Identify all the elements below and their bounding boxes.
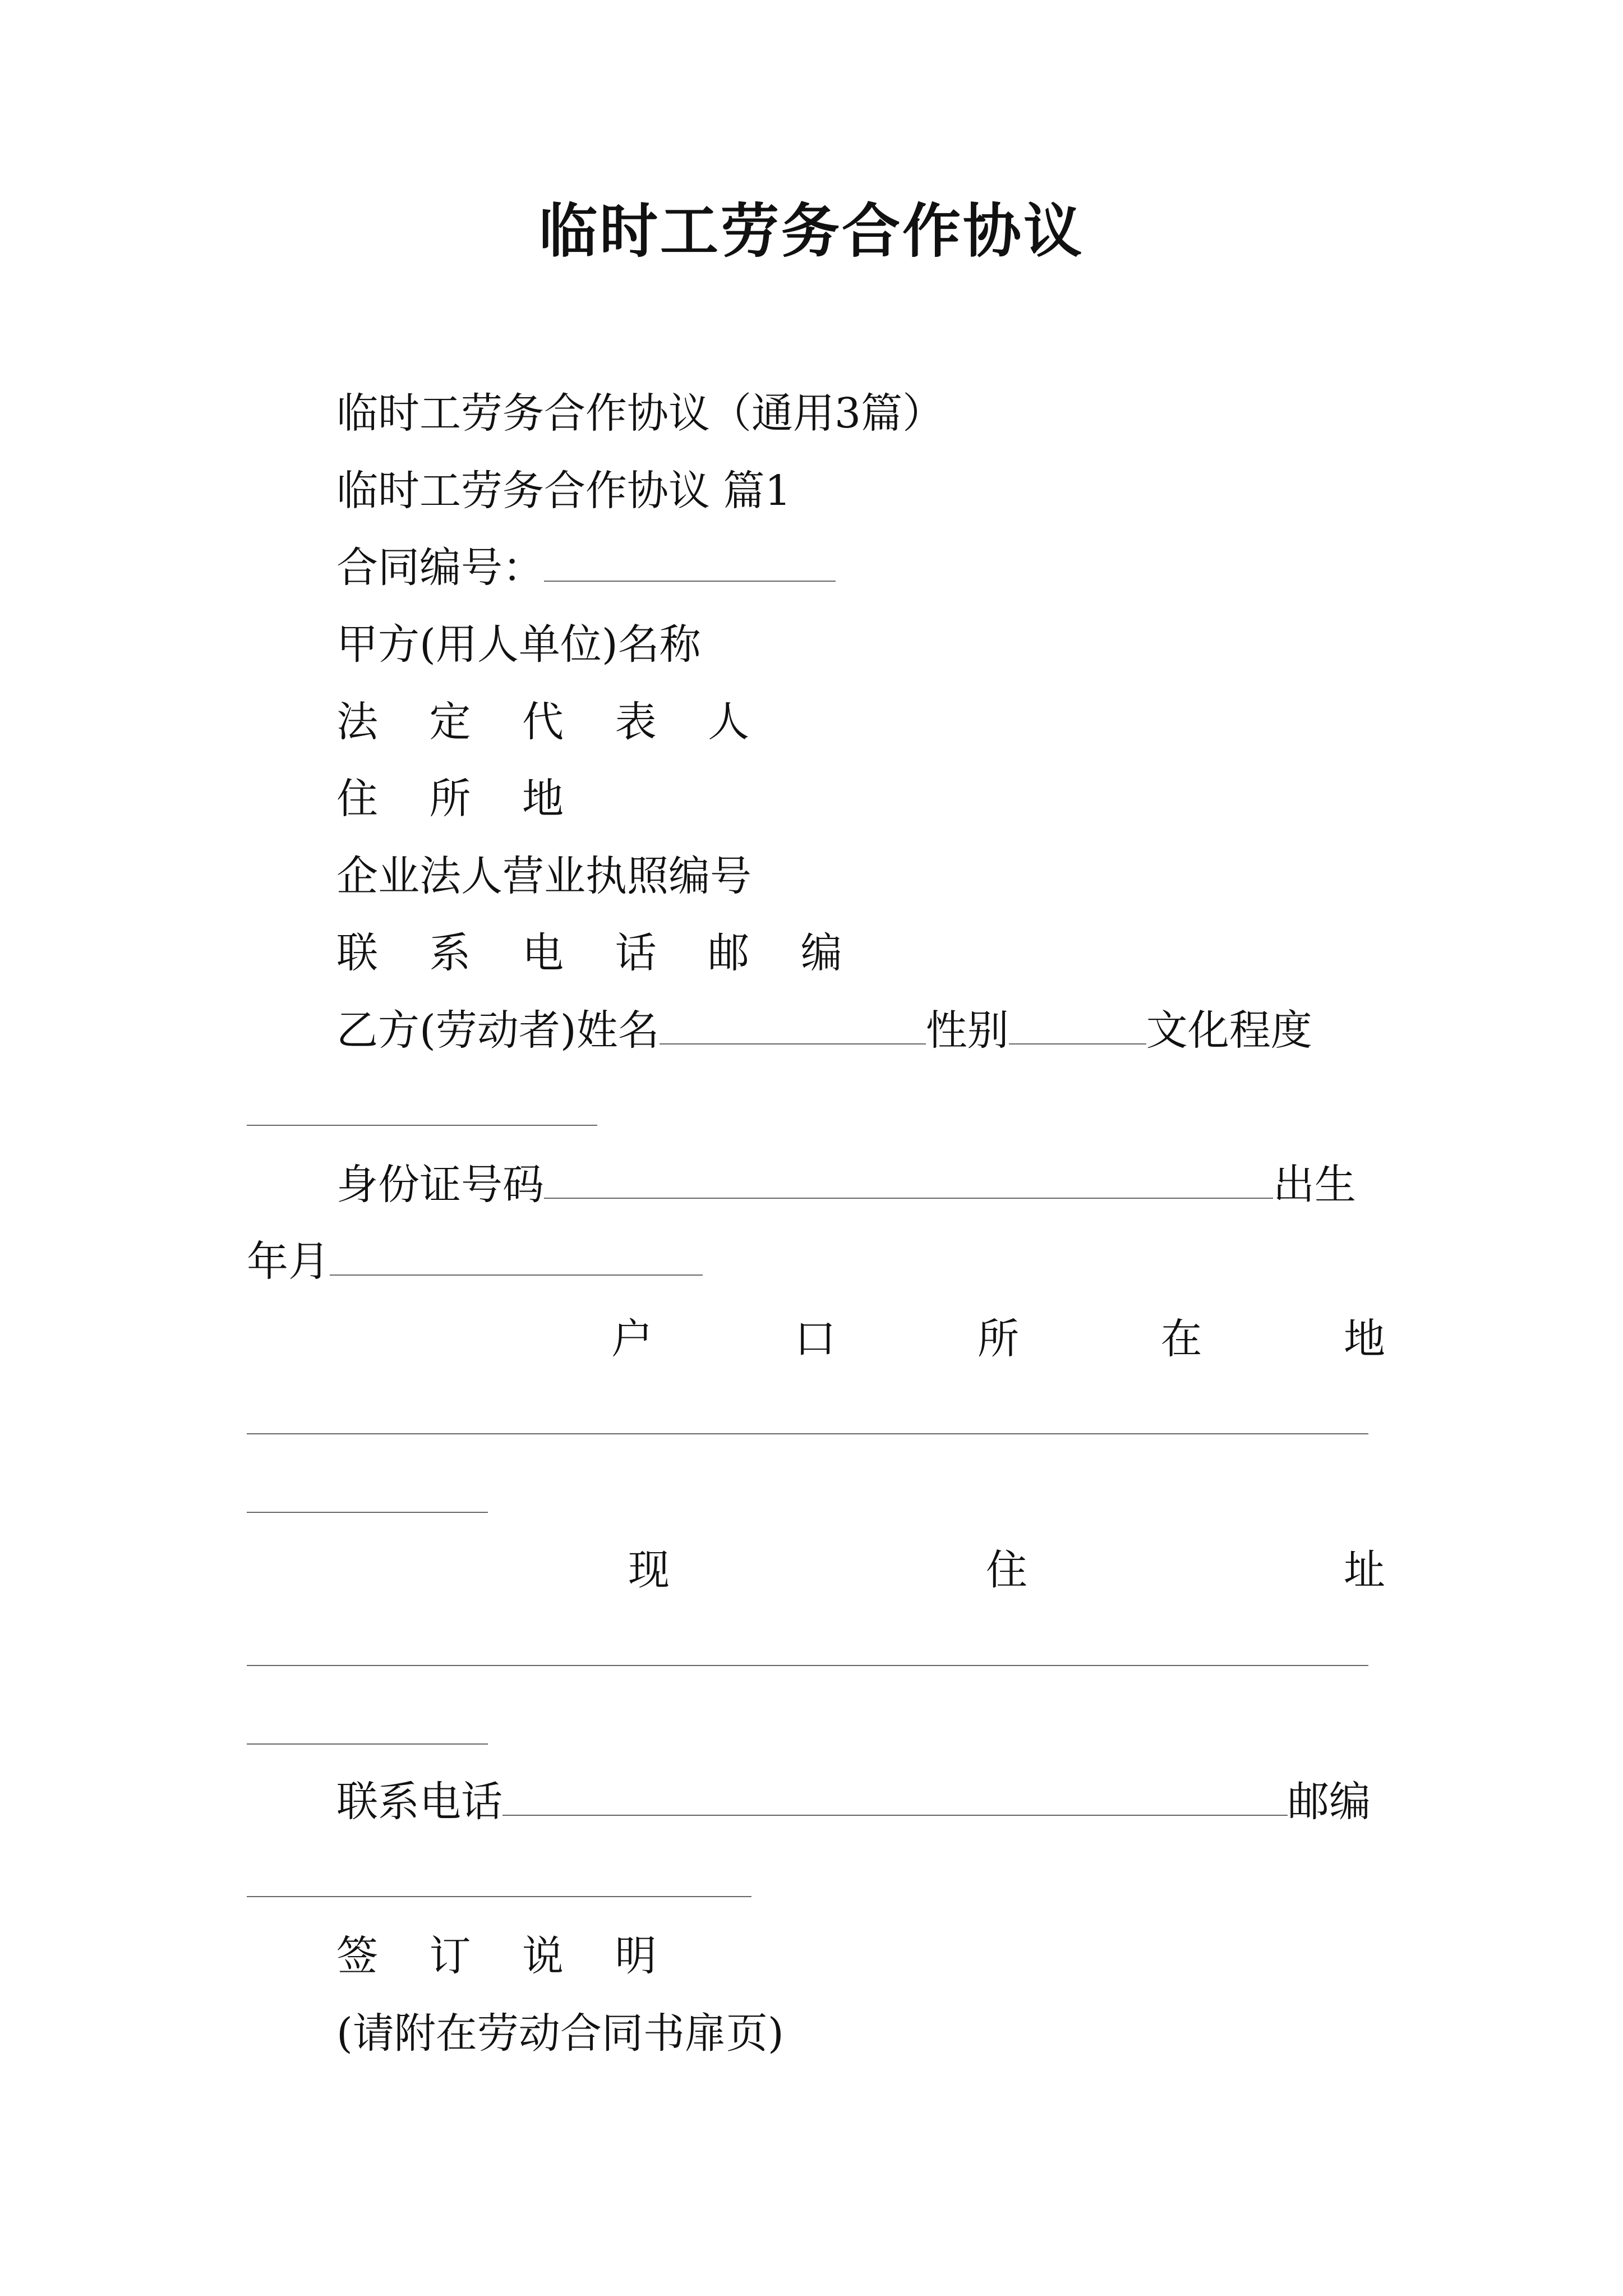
contract-number-blank xyxy=(544,547,836,582)
party-a-contact-label: 联 系 电 话 邮 编 xyxy=(336,929,861,977)
part-heading: 临时工劳务合作协议 篇1 xyxy=(336,467,791,515)
current-address-label-row xyxy=(628,1546,1385,1594)
current-address-char: 住 xyxy=(986,1546,1027,1594)
hukou-char: 地 xyxy=(1344,1315,1385,1363)
party-b-postcode-label: 邮编 xyxy=(1288,1778,1371,1826)
current-address-blank-line-2 xyxy=(247,1743,488,1745)
hukou-char: 户 xyxy=(611,1315,653,1363)
signing-heading: 签 订 说 明 xyxy=(336,1932,676,1980)
party-b-birth-row xyxy=(247,1237,703,1286)
party-b-phone-row xyxy=(336,1778,1371,1826)
hukou-label-row xyxy=(611,1315,1385,1363)
hukou-blank-line-2 xyxy=(247,1512,488,1513)
party-b-name-blank xyxy=(660,1010,926,1045)
signing-note: (请附在劳动合同书扉页) xyxy=(336,2009,784,2058)
party-a-legal-rep-label: 法 定 代 表 人 xyxy=(336,698,769,746)
hukou-char: 所 xyxy=(978,1315,1019,1363)
party-b-gender-blank xyxy=(1009,1010,1146,1045)
current-address-char: 址 xyxy=(1344,1546,1385,1594)
document-title: 临时工劳务合作协议 xyxy=(538,196,1084,265)
hukou-blank-line-1 xyxy=(247,1433,1368,1434)
party-b-education-label: 文化程度 xyxy=(1146,1006,1312,1055)
postcode-blank-line xyxy=(247,1896,751,1897)
party-a-license-label: 企业法人营业执照编号 xyxy=(336,852,751,900)
current-address-blank-line-1 xyxy=(247,1665,1368,1666)
party-b-phone-label: 联系电话 xyxy=(336,1778,502,1826)
current-address-char: 现 xyxy=(628,1546,670,1594)
hukou-char: 口 xyxy=(794,1315,836,1363)
party-b-name-label: 乙方(劳动者)姓名 xyxy=(336,1006,660,1055)
party-b-id-label: 身份证号码 xyxy=(336,1161,544,1209)
party-a-address-label: 住 所 地 xyxy=(336,775,583,823)
party-b-id-blank xyxy=(544,1164,1273,1199)
party-b-birth-blank xyxy=(330,1241,703,1276)
contract-number-row xyxy=(336,544,836,592)
party-b-birth-label-2: 年月 xyxy=(247,1237,330,1286)
education-blank-line xyxy=(247,1125,597,1126)
contract-number-label: 合同编号： xyxy=(336,544,544,592)
party-b-gender-label: 性别 xyxy=(925,1006,1009,1055)
document-subtitle: 临时工劳务合作协议（通用3篇） xyxy=(336,389,944,438)
party-b-name-row xyxy=(336,1006,1312,1055)
party-a-name-label: 甲方(用人单位)名称 xyxy=(336,620,701,669)
hukou-char: 在 xyxy=(1160,1315,1202,1363)
party-b-phone-blank xyxy=(502,1781,1288,1816)
party-b-id-row xyxy=(336,1161,1356,1209)
party-b-birth-label-1: 出生 xyxy=(1273,1161,1356,1209)
